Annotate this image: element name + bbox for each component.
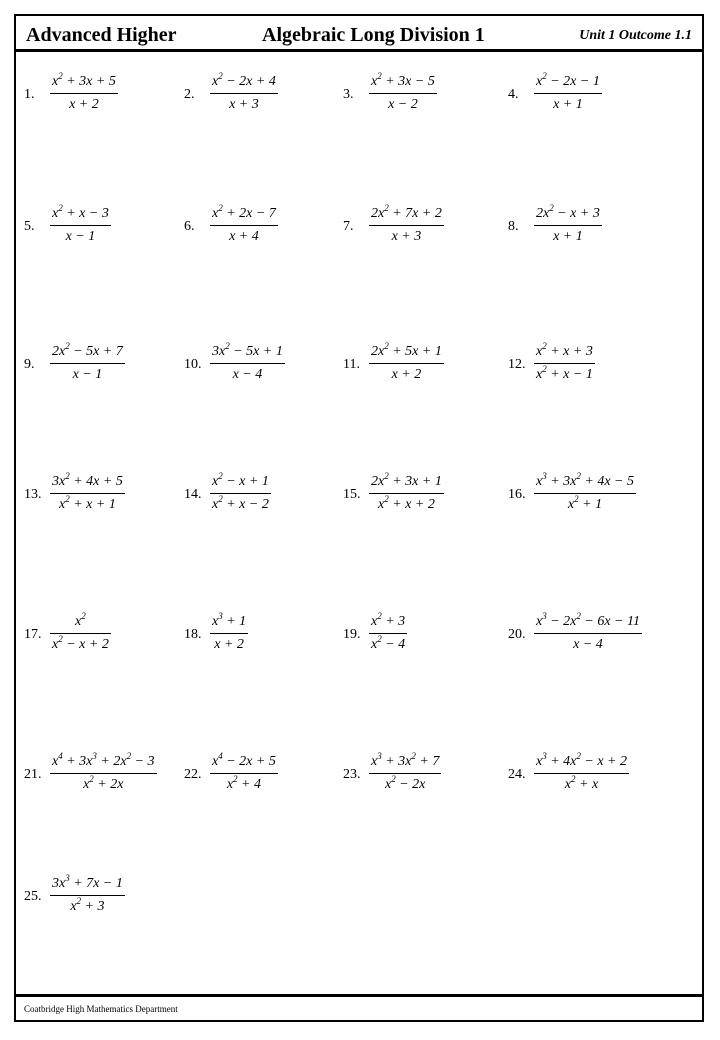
fraction bbox=[210, 203, 278, 245]
question-number: 1. bbox=[24, 87, 35, 102]
numerator: $x^2 + 3x - 5$ bbox=[371, 71, 435, 89]
question-number: 17. bbox=[24, 627, 42, 642]
page-title: Algebraic Long Division 1 bbox=[262, 24, 485, 46]
numerator: $2x^2 - x + 3$ bbox=[536, 203, 600, 221]
denominator: $x^2 + x$ bbox=[534, 773, 629, 793]
numerator: $3x^3 + 7x - 1$ bbox=[52, 873, 123, 891]
numerator: $x^3 + 3x^2 + 7$ bbox=[371, 751, 440, 769]
fraction bbox=[534, 751, 629, 793]
denominator: x + 2 bbox=[369, 363, 444, 383]
question-number: 25. bbox=[24, 889, 42, 904]
numerator: $x^2 - x + 1$ bbox=[212, 471, 269, 489]
question-number: 12. bbox=[508, 357, 526, 372]
question-number: 20. bbox=[508, 627, 526, 642]
fraction bbox=[534, 341, 595, 383]
denominator: x + 3 bbox=[210, 93, 278, 113]
question-number: 18. bbox=[184, 627, 202, 642]
fraction bbox=[369, 203, 444, 245]
denominator: $x^2 - 2x$ bbox=[369, 773, 441, 793]
denominator: $x^2 + 3$ bbox=[50, 895, 125, 915]
numerator: $x^2$ bbox=[75, 611, 86, 629]
fraction bbox=[369, 341, 444, 383]
denominator: x + 3 bbox=[369, 225, 444, 245]
denominator: $x^2 + x - 1$ bbox=[536, 364, 593, 382]
numerator: $x^4 - 2x + 5$ bbox=[212, 751, 276, 769]
unit-outcome-label: Unit 1 Outcome 1.1 bbox=[579, 28, 692, 43]
question-number: 13. bbox=[24, 487, 42, 502]
fraction bbox=[369, 471, 444, 513]
denominator: x − 1 bbox=[50, 363, 125, 383]
numerator: $2x^2 + 7x + 2$ bbox=[371, 203, 442, 221]
numerator: $x^2 + 3$ bbox=[371, 611, 406, 629]
fraction bbox=[534, 611, 642, 653]
fraction bbox=[210, 611, 248, 653]
question-number: 10. bbox=[184, 357, 202, 372]
question-number: 15. bbox=[343, 487, 361, 502]
denominator: $x^2 - 4$ bbox=[371, 634, 406, 652]
numerator: $x^4 + 3x^3 + 2x^2 - 3$ bbox=[52, 751, 155, 769]
numerator: $x^3 - 2x^2 - 6x - 11$ bbox=[536, 611, 640, 629]
question-number: 14. bbox=[184, 487, 202, 502]
numerator: $3x^2 + 4x + 5$ bbox=[52, 471, 123, 489]
header-bar bbox=[16, 16, 702, 52]
fraction bbox=[210, 71, 278, 113]
department-credit: Coatbridge High Mathematics Department bbox=[24, 1004, 178, 1014]
denominator: x − 2 bbox=[369, 93, 437, 113]
denominator: x − 4 bbox=[534, 633, 642, 653]
fraction bbox=[534, 471, 636, 513]
question-number: 2. bbox=[184, 87, 195, 102]
numerator: $x^2 + x - 3$ bbox=[52, 203, 109, 221]
fraction bbox=[50, 203, 111, 245]
question-number: 3. bbox=[343, 87, 354, 102]
worksheet-frame bbox=[14, 14, 704, 1022]
course-title: Advanced Higher bbox=[26, 24, 177, 46]
denominator: x + 4 bbox=[210, 225, 278, 245]
question-number: 21. bbox=[24, 767, 42, 782]
question-number: 11. bbox=[343, 357, 360, 372]
fraction bbox=[369, 611, 407, 653]
question-number: 4. bbox=[508, 87, 519, 102]
fraction bbox=[210, 471, 271, 513]
numerator: $x^3 + 4x^2 - x + 2$ bbox=[536, 751, 627, 769]
denominator: $x^2 - x + 2$ bbox=[52, 634, 109, 652]
fraction bbox=[50, 341, 125, 383]
question-number: 8. bbox=[508, 219, 519, 234]
denominator: x − 1 bbox=[50, 225, 111, 245]
question-number: 5. bbox=[24, 219, 35, 234]
numerator: $2x^2 - 5x + 7$ bbox=[52, 341, 123, 359]
denominator: x + 2 bbox=[50, 93, 118, 113]
question-number: 19. bbox=[343, 627, 361, 642]
denominator: x + 1 bbox=[534, 225, 602, 245]
fraction bbox=[50, 71, 118, 113]
denominator: $x^2 + x + 2$ bbox=[369, 493, 444, 513]
numerator: $x^3 + 3x^2 + 4x - 5$ bbox=[536, 471, 634, 489]
question-number: 23. bbox=[343, 767, 361, 782]
denominator: $x^2 + x - 2$ bbox=[212, 494, 269, 512]
fraction bbox=[50, 873, 125, 915]
denominator: $x^2 + 2x$ bbox=[50, 773, 157, 793]
question-number: 16. bbox=[508, 487, 526, 502]
denominator: $x^2 + 1$ bbox=[534, 493, 636, 513]
question-number: 7. bbox=[343, 219, 354, 234]
question-number: 6. bbox=[184, 219, 195, 234]
numerator: $3x^2 - 5x + 1$ bbox=[212, 341, 283, 359]
question-number: 24. bbox=[508, 767, 526, 782]
fraction bbox=[534, 203, 602, 245]
numerator: $x^3 + 1$ bbox=[212, 611, 247, 629]
fraction bbox=[50, 611, 111, 653]
denominator: $x^2 + 4$ bbox=[210, 773, 278, 793]
fraction bbox=[50, 471, 125, 513]
question-number: 9. bbox=[24, 357, 35, 372]
fraction bbox=[369, 71, 437, 113]
numerator: $x^2 + 2x - 7$ bbox=[212, 203, 276, 221]
denominator: $x^2 + x + 1$ bbox=[50, 493, 125, 513]
fraction bbox=[210, 751, 278, 793]
numerator: $x^2 + x + 3$ bbox=[536, 341, 593, 359]
numerator: $x^2 - 2x - 1$ bbox=[536, 71, 600, 89]
numerator: $2x^2 + 5x + 1$ bbox=[371, 341, 442, 359]
denominator: x + 2 bbox=[210, 633, 248, 653]
denominator: x + 1 bbox=[534, 93, 602, 113]
fraction bbox=[369, 751, 441, 793]
fraction bbox=[50, 751, 157, 793]
numerator: $x^2 + 3x + 5$ bbox=[52, 71, 116, 89]
fraction bbox=[210, 341, 285, 383]
denominator: x − 4 bbox=[210, 363, 285, 383]
numerator: $2x^2 + 3x + 1$ bbox=[371, 471, 442, 489]
footer-bar bbox=[16, 994, 702, 1020]
numerator: $x^2 - 2x + 4$ bbox=[212, 71, 276, 89]
question-number: 22. bbox=[184, 767, 202, 782]
fraction bbox=[534, 71, 602, 113]
